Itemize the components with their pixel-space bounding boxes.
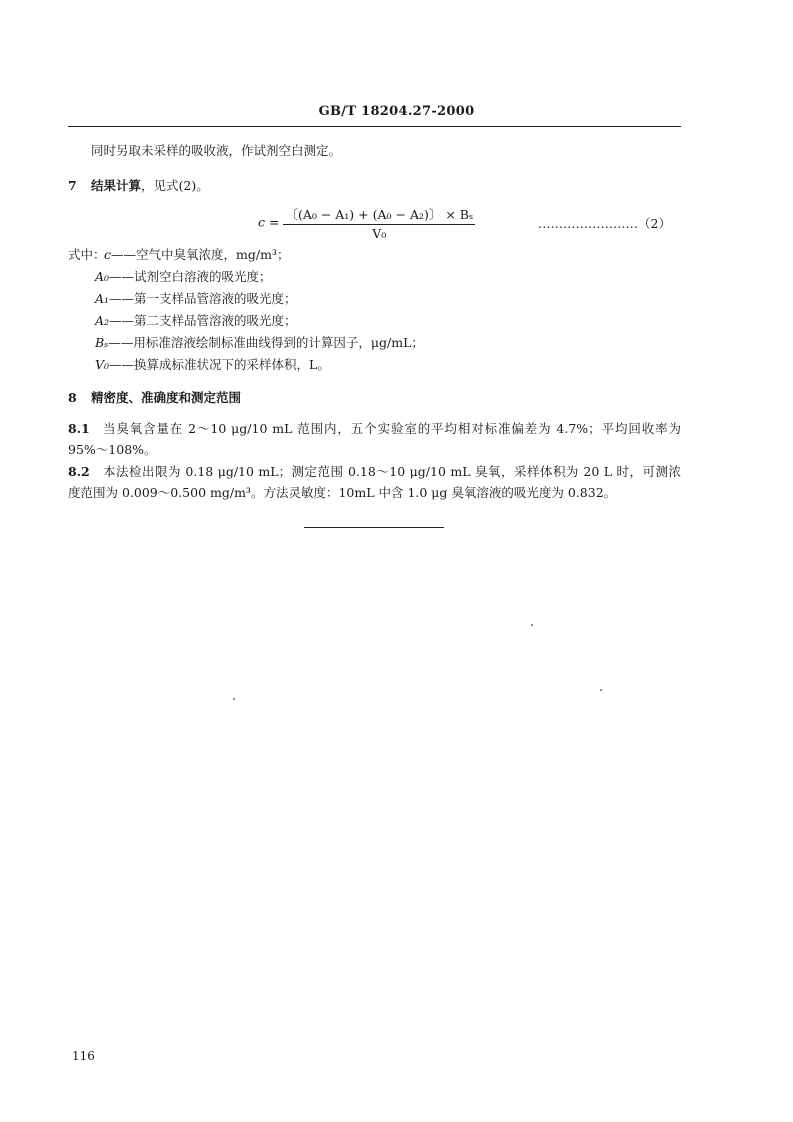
section-7-title: 结果计算 [91, 178, 142, 193]
section-7-rest: ，见式(2)。 [141, 178, 209, 193]
definition-v0 [95, 356, 330, 374]
formula-fraction [283, 205, 475, 241]
section-8-2-number: 8.2 [68, 464, 90, 479]
section-8-1-line-1: 当臭氧含量在 2～10 μg/10 mL 范围内，五个实验室的平均相对标准偏差为 4.7%；平均回收率为 [103, 421, 681, 436]
paragraph-blank-test: 同时另取未采样的吸收液，作试剂空白测定。 [91, 143, 342, 158]
definition-a0 [95, 268, 272, 286]
formula-lhs: c = [258, 214, 280, 230]
definition-symbol: A₀ [95, 269, 110, 284]
definition-text: ——换算成标准状况下的采样体积，L。 [109, 357, 330, 372]
definition-a1 [95, 290, 297, 308]
formula-denominator: V₀ [372, 226, 387, 241]
definition-symbol: A₁ [95, 291, 110, 306]
definition-a2 [95, 312, 297, 330]
formula-number: ……………………（2） [538, 216, 671, 231]
definition-text: ——第一支样品管溶液的吸光度； [109, 291, 297, 306]
section-8-2-line-1: 本法检出限为 0.18 μg/10 mL；测定范围 0.18～10 μg/10 mL 臭氧，采样体积为 20 L 时，可测浓 [103, 464, 681, 479]
scan-speck [531, 624, 533, 626]
definition-text: ——第二支样品管溶液的吸光度； [109, 313, 297, 328]
definition-bs [95, 334, 424, 352]
scan-speck [600, 689, 602, 691]
definition-text: ——用标准溶液绘制标准曲线得到的计算因子，μg/mL； [108, 335, 424, 350]
definition-text: ——空气中臭氧浓度，mg/m³； [111, 247, 290, 262]
definition-symbol: A₂ [95, 313, 110, 328]
section-7-heading [91, 177, 209, 195]
definition-symbol: V₀ [95, 357, 110, 372]
section-8-title: 精密度、准确度和测定范围 [91, 390, 242, 405]
definition-text: ——试剂空白溶液的吸光度； [109, 269, 272, 284]
section-8-1-line-2: 95%～108%。 [68, 442, 157, 457]
page-header: GB/T 18204.27-2000 [318, 104, 475, 119]
section-8-2-line-2: 度范围为 0.009～0.500 mg/m³。方法灵敏度：10mL 中含 1.0 μg 臭氧溶液的吸光度为 0.832。 [68, 485, 617, 500]
page-number: 116 [72, 1049, 95, 1063]
section-8-number: 8 [68, 390, 77, 405]
where-prefix: 式中： [68, 247, 106, 262]
section-7-number: 7 [68, 178, 77, 193]
definition-symbol: Bₛ [95, 335, 109, 350]
header-rule [68, 126, 681, 127]
section-8-1-number: 8.1 [68, 421, 90, 436]
end-rule [304, 527, 444, 528]
scan-speck [233, 698, 235, 700]
definition-symbol: c [104, 247, 112, 262]
definition-c [104, 246, 289, 264]
formula-2 [258, 205, 475, 241]
formula-numerator: 〔(A₀ − A₁) + (A₀ − A₂)〕 × Bₛ [283, 205, 475, 225]
